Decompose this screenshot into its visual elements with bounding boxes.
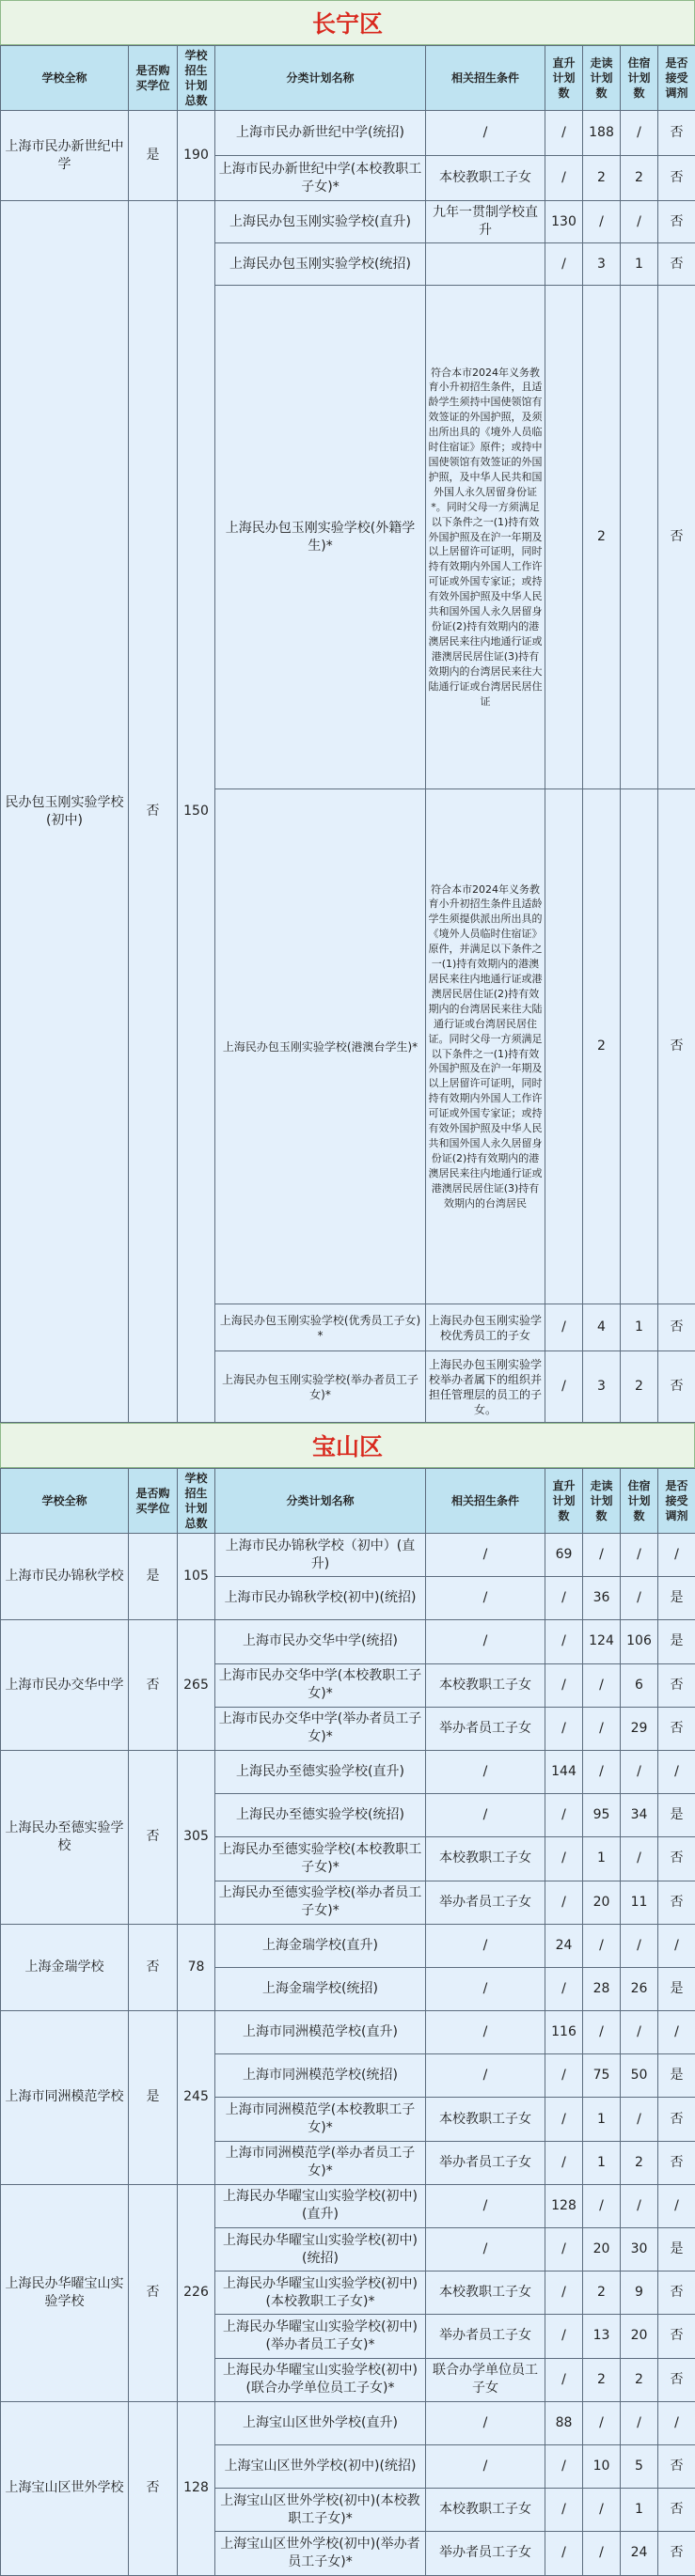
header-row [1, 46, 695, 111]
plan-name: 上海民办华曜宝山实验学校(初中)(联合办学单位员工子女)* [215, 2358, 426, 2401]
plan-adjust: / [658, 2184, 695, 2227]
plan-direct: 24 [545, 1924, 583, 1967]
plan-day: 2 [583, 2272, 621, 2315]
plan-name: 上海市民办交华中学(本校教职工子女)* [215, 1663, 426, 1707]
plan-name: 上海民办包玉刚实验学校(举办者员工子女)* [215, 1351, 426, 1423]
plan-board: 2 [621, 2358, 658, 2401]
header-day: 走读计划数 [583, 46, 621, 111]
header-board: 住宿计划数 [621, 1469, 658, 1534]
plan-day: 2 [583, 286, 621, 789]
plan-direct: / [545, 156, 583, 201]
plan-board: 1 [621, 1304, 658, 1351]
plan-condition: / [426, 111, 545, 156]
plan-day: 75 [583, 2054, 621, 2098]
plan-condition: 上海民办包玉刚实验学校举办者属下的组织并担任管理层的员工的子女。 [426, 1351, 545, 1423]
plan-board: / [621, 111, 658, 156]
plan-condition: 举办者员工子女 [426, 2141, 545, 2184]
bought-seat: 是 [129, 1534, 178, 1620]
plan-condition: 本校教职工子女 [426, 1663, 545, 1707]
plan-adjust: / [658, 2401, 695, 2444]
bought-seat: 是 [129, 111, 178, 201]
plan-adjust: 否 [658, 2532, 695, 2575]
plan-name: 上海民办包玉刚实验学校(直升) [215, 201, 426, 243]
plan-board: / [621, 1924, 658, 1967]
header-day: 走读计划数 [583, 1469, 621, 1534]
plan-adjust: 是 [658, 1794, 695, 1837]
plan-direct: / [545, 1967, 583, 2010]
school-name: 上海民办至德实验学校 [1, 1750, 129, 1924]
total-plan: 305 [178, 1750, 215, 1924]
total-plan: 150 [178, 201, 215, 1423]
plan-day: 1 [583, 2098, 621, 2141]
total-plan: 105 [178, 1534, 215, 1620]
school-name: 上海宝山区世外学校 [1, 2401, 129, 2575]
plan-condition: 本校教职工子女 [426, 1837, 545, 1881]
table-row [1, 2184, 695, 2227]
school-name: 民办包玉刚实验学校(初中) [1, 201, 129, 1423]
plan-condition: / [426, 1750, 545, 1793]
header-adjust: 是否接受调剂 [658, 1469, 695, 1534]
plan-condition: / [426, 1794, 545, 1837]
plan-board: 26 [621, 1967, 658, 2010]
plan-day: 1 [583, 2141, 621, 2184]
bought-seat: 是 [129, 2011, 178, 2185]
plan-adjust: / [658, 1924, 695, 1967]
plan-direct: / [545, 2315, 583, 2358]
plan-condition [426, 243, 545, 286]
plan-direct: / [545, 1620, 583, 1663]
plan-name: 上海宝山区世外学校(初中)(举办者员工子女)* [215, 2532, 426, 2575]
plan-adjust: 否 [658, 1881, 695, 1924]
plan-direct: / [545, 111, 583, 156]
plan-day: 2 [583, 789, 621, 1304]
header-plan-name: 分类计划名称 [215, 1469, 426, 1534]
plan-name: 上海民办华曜宝山实验学校(初中)(举办者员工子女)* [215, 2315, 426, 2358]
plan-name: 上海民办至德实验学校(举办者员工子女)* [215, 1881, 426, 1924]
plan-direct [545, 789, 583, 1304]
header-row [1, 1469, 695, 1534]
bought-seat: 否 [129, 2184, 178, 2401]
plan-direct: / [545, 2054, 583, 2098]
plan-condition: 联合办学单位员工子女 [426, 2358, 545, 2401]
plan-direct: / [545, 1304, 583, 1351]
header-total-plan: 学校招生计划总数 [178, 1469, 215, 1534]
plan-direct: / [545, 1707, 583, 1750]
plan-direct: 130 [545, 201, 583, 243]
plan-direct: 88 [545, 2401, 583, 2444]
plan-day: 10 [583, 2444, 621, 2488]
plan-direct: / [545, 2141, 583, 2184]
plan-adjust: 是 [658, 1577, 695, 1620]
school-name: 上海市民办新世纪中学 [1, 111, 129, 201]
plan-day: / [583, 1707, 621, 1750]
plan-direct: / [545, 1837, 583, 1881]
plan-name: 上海市民办新世纪中学(统招) [215, 111, 426, 156]
plan-name: 上海市同洲模范学(举办者员工子女)* [215, 2141, 426, 2184]
plan-condition: / [426, 2401, 545, 2444]
plan-name: 上海民办至德实验学校(统招) [215, 1794, 426, 1837]
plan-board: / [621, 2011, 658, 2054]
plan-day: 2 [583, 156, 621, 201]
plan-name: 上海民办至德实验学校(直升) [215, 1750, 426, 1793]
plan-adjust: / [658, 2011, 695, 2054]
plan-board: 11 [621, 1881, 658, 1924]
plan-board: 9 [621, 2272, 658, 2315]
plan-condition: 符合本市2024年义务教育小升初招生条件，且适龄学生须持中国使领馆有效签证的外国护照，及须出所出具的《境外人员临时住宿证》原件；或持中国使领馆有效签证的外国护照，及中华人民共和国外国人永久居留身份证*。同时父母一方须满足以下条件之一(1)持有效外国护照及在沪一年期及以上居留许可证明，同时持有效期内外国人工作许可证或外国专家证；或持有效外国护照及中华人民共和国外国人永久居留身份证(2)持有效期内的港澳居民来往内地通行证或港澳居民居住证(3)持有效期内的台湾居民来往大陆通行证或台湾居民居住证 [426, 286, 545, 789]
plan-condition: / [426, 2444, 545, 2488]
plan-board: 20 [621, 2315, 658, 2358]
plan-condition: / [426, 1924, 545, 1967]
plan-name: 上海市同洲模范学(本校教职工子女)* [215, 2098, 426, 2141]
plan-adjust: 否 [658, 2489, 695, 2532]
plan-condition: 本校教职工子女 [426, 156, 545, 201]
plan-day: 2 [583, 2358, 621, 2401]
bought-seat: 否 [129, 201, 178, 1423]
plan-board: / [621, 2184, 658, 2227]
plan-board: / [621, 2098, 658, 2141]
plan-direct: / [545, 1663, 583, 1707]
plan-name: 上海市民办锦秋学校(初中)(统招) [215, 1577, 426, 1620]
plan-adjust: 否 [658, 111, 695, 156]
header-plan-name: 分类计划名称 [215, 46, 426, 111]
plan-direct: / [545, 2489, 583, 2532]
plan-adjust: 否 [658, 286, 695, 789]
district-title-baoshan: 宝山区 [0, 1423, 695, 1468]
plan-adjust: 是 [658, 2228, 695, 2272]
plan-board: / [621, 1750, 658, 1793]
plan-condition: 举办者员工子女 [426, 1707, 545, 1750]
plan-direct: / [545, 2098, 583, 2141]
plan-name: 上海民办华曜宝山实验学校(初中)(统招) [215, 2228, 426, 2272]
plan-adjust: 否 [658, 243, 695, 286]
plan-name: 上海市民办交华中学(举办者员工子女)* [215, 1707, 426, 1750]
plan-name: 上海宝山区世外学校(初中)(本校教职工子女)* [215, 2489, 426, 2532]
plan-condition: 本校教职工子女 [426, 2098, 545, 2141]
plan-condition: 举办者员工子女 [426, 1881, 545, 1924]
plan-direct: / [545, 2272, 583, 2315]
plan-name: 上海民办包玉刚实验学校(优秀员工子女)* [215, 1304, 426, 1351]
plan-adjust: 否 [658, 2272, 695, 2315]
plan-direct: / [545, 243, 583, 286]
plan-name: 上海市民办锦秋学校（初中）(直升) [215, 1534, 426, 1577]
plan-board: 1 [621, 2489, 658, 2532]
plan-board: 34 [621, 1794, 658, 1837]
plan-board: / [621, 201, 658, 243]
table-row [1, 2401, 695, 2444]
plan-board: 2 [621, 1351, 658, 1423]
plan-name: 上海民办包玉刚实验学校(外籍学生)* [215, 286, 426, 789]
header-total-plan: 学校招生计划总数 [178, 46, 215, 111]
table-row [1, 1534, 695, 1577]
plan-adjust: 否 [658, 789, 695, 1304]
header-board: 住宿计划数 [621, 46, 658, 111]
total-plan: 265 [178, 1620, 215, 1751]
plan-direct: / [545, 1577, 583, 1620]
header-adjust: 是否接受调剂 [658, 46, 695, 111]
plan-direct: 69 [545, 1534, 583, 1577]
header-conditions: 相关招生条件 [426, 46, 545, 111]
plan-board: 106 [621, 1620, 658, 1663]
plan-day: / [583, 1924, 621, 1967]
plan-name: 上海金瑞学校(统招) [215, 1967, 426, 2010]
plan-board: / [621, 2401, 658, 2444]
plan-name: 上海市同洲模范学校(直升) [215, 2011, 426, 2054]
school-name: 上海金瑞学校 [1, 1924, 129, 2010]
plan-day: / [583, 1750, 621, 1793]
plan-condition: / [426, 1577, 545, 1620]
plan-name: 上海市同洲模范学校(统招) [215, 2054, 426, 2098]
plan-day: 124 [583, 1620, 621, 1663]
bought-seat: 否 [129, 1750, 178, 1924]
plan-name: 上海市民办交华中学(统招) [215, 1620, 426, 1663]
plan-adjust: 否 [658, 2444, 695, 2488]
plan-adjust: 是 [658, 1620, 695, 1663]
plan-board: 2 [621, 156, 658, 201]
plan-day: / [583, 2532, 621, 2575]
plan-direct: / [545, 1351, 583, 1423]
plan-day: 3 [583, 243, 621, 286]
plan-condition: 举办者员工子女 [426, 2532, 545, 2575]
plan-day: 3 [583, 1351, 621, 1423]
plan-board [621, 286, 658, 789]
plan-direct: 144 [545, 1750, 583, 1793]
plan-day: / [583, 2489, 621, 2532]
plan-direct: 116 [545, 2011, 583, 2054]
plan-board: 24 [621, 2532, 658, 2575]
plan-adjust: 否 [658, 1837, 695, 1881]
plan-direct [545, 286, 583, 789]
header-school-name: 学校全称 [1, 1469, 129, 1534]
header-bought-seat: 是否购买学位 [129, 46, 178, 111]
plan-day: / [583, 2401, 621, 2444]
bought-seat: 否 [129, 1924, 178, 2010]
plan-day: 13 [583, 2315, 621, 2358]
plan-name: 上海金瑞学校(直升) [215, 1924, 426, 1967]
plan-condition: 九年一贯制学校直升 [426, 201, 545, 243]
header-conditions: 相关招生条件 [426, 1469, 545, 1534]
plan-condition: 上海民办包玉刚实验学校优秀员工的子女 [426, 1304, 545, 1351]
school-name: 上海市民办交华中学 [1, 1620, 129, 1751]
plan-board [621, 789, 658, 1304]
enrollment-table-changning [0, 45, 695, 1423]
table-row [1, 1620, 695, 1663]
table-row [1, 111, 695, 156]
header-bought-seat: 是否购买学位 [129, 1469, 178, 1534]
header-direct: 直升计划数 [545, 1469, 583, 1534]
plan-name: 上海民办包玉刚实验学校(港澳台学生)* [215, 789, 426, 1304]
header-direct: 直升计划数 [545, 46, 583, 111]
plan-direct: / [545, 2444, 583, 2488]
plan-condition: / [426, 1967, 545, 2010]
plan-direct: / [545, 1881, 583, 1924]
total-plan: 190 [178, 111, 215, 201]
plan-condition: 举办者员工子女 [426, 2315, 545, 2358]
plan-direct: / [545, 2358, 583, 2401]
school-name: 上海民办华曜宝山实验学校 [1, 2184, 129, 2401]
plan-condition: 本校教职工子女 [426, 2272, 545, 2315]
plan-condition: 本校教职工子女 [426, 2489, 545, 2532]
enrollment-table-baoshan [0, 1468, 695, 2576]
table-row [1, 1924, 695, 1967]
plan-name: 上海民办包玉刚实验学校(统招) [215, 243, 426, 286]
plan-day: / [583, 201, 621, 243]
plan-day: 20 [583, 1881, 621, 1924]
plan-adjust: 否 [658, 2141, 695, 2184]
total-plan: 245 [178, 2011, 215, 2185]
plan-board: 6 [621, 1663, 658, 1707]
plan-day: / [583, 1534, 621, 1577]
plan-direct: / [545, 2228, 583, 2272]
plan-direct: / [545, 1794, 583, 1837]
plan-day: 36 [583, 1577, 621, 1620]
plan-name: 上海宝山区世外学校(直升) [215, 2401, 426, 2444]
plan-board: 29 [621, 1707, 658, 1750]
plan-adjust: 否 [658, 2358, 695, 2401]
plan-name: 上海民办华曜宝山实验学校(初中)(本校教职工子女)* [215, 2272, 426, 2315]
plan-name: 上海民办至德实验学校(本校教职工子女)* [215, 1837, 426, 1881]
plan-condition: 符合本市2024年义务教育小升初招生条件且适龄学生须提供派出所出具的《境外人员临时住宿证》原件，并满足以下条件之一(1)持有效期内的港澳居民来往内地通行证或港澳居民居住证(2)持有效期内的台湾居民来往大陆通行证或台湾居民居住证。同时父母一方须满足以下条件之一(1)持有效外国护照及在沪一年期及以上居留许可证明，同时持有效期内外国人工作许可证或外国专家证；或持有效外国护照及中华人民共和国外国人永久居留身份证(2)持有效期内的港澳居民来往内地通行证或港澳居民居住证(3)持有效期内的台湾居民 [426, 789, 545, 1304]
bought-seat: 否 [129, 2401, 178, 2575]
plan-adjust: 否 [658, 156, 695, 201]
school-name: 上海市民办锦秋学校 [1, 1534, 129, 1620]
plan-direct: / [545, 2532, 583, 2575]
plan-board: 2 [621, 2141, 658, 2184]
table-row [1, 1750, 695, 1793]
table-row [1, 2011, 695, 2054]
plan-day: 20 [583, 2228, 621, 2272]
plan-day: / [583, 2011, 621, 2054]
plan-direct: 128 [545, 2184, 583, 2227]
header-school-name: 学校全称 [1, 46, 129, 111]
school-name: 上海市同洲模范学校 [1, 2011, 129, 2185]
plan-adjust: 否 [658, 2098, 695, 2141]
plan-adjust: 否 [658, 2315, 695, 2358]
plan-name: 上海宝山区世外学校(初中)(统招) [215, 2444, 426, 2488]
plan-board: / [621, 1837, 658, 1881]
plan-day: 1 [583, 1837, 621, 1881]
plan-adjust: 否 [658, 1663, 695, 1707]
plan-board: / [621, 1577, 658, 1620]
total-plan: 128 [178, 2401, 215, 2575]
plan-adjust: 否 [658, 1304, 695, 1351]
plan-condition: / [426, 2011, 545, 2054]
plan-board: 5 [621, 2444, 658, 2488]
plan-day: / [583, 2184, 621, 2227]
plan-condition: / [426, 2054, 545, 2098]
plan-adjust: / [658, 1750, 695, 1793]
plan-adjust: 是 [658, 1967, 695, 2010]
plan-name: 上海市民办新世纪中学(本校教职工子女)* [215, 156, 426, 201]
table-row [1, 201, 695, 243]
district-title-changning: 长宁区 [0, 0, 695, 45]
plan-board: 30 [621, 2228, 658, 2272]
plan-board: / [621, 1534, 658, 1577]
plan-adjust: 否 [658, 1707, 695, 1750]
plan-adjust: 否 [658, 1351, 695, 1423]
plan-board: 1 [621, 243, 658, 286]
plan-condition: / [426, 1534, 545, 1577]
plan-condition: / [426, 2228, 545, 2272]
plan-day: / [583, 1663, 621, 1707]
plan-day: 4 [583, 1304, 621, 1351]
bought-seat: 否 [129, 1620, 178, 1751]
plan-condition: / [426, 1620, 545, 1663]
plan-adjust: 否 [658, 201, 695, 243]
plan-day: 95 [583, 1794, 621, 1837]
total-plan: 226 [178, 2184, 215, 2401]
plan-board: 50 [621, 2054, 658, 2098]
plan-adjust: / [658, 1534, 695, 1577]
plan-adjust: 是 [658, 2054, 695, 2098]
plan-name: 上海民办华曜宝山实验学校(初中)(直升) [215, 2184, 426, 2227]
total-plan: 78 [178, 1924, 215, 2010]
plan-day: 188 [583, 111, 621, 156]
plan-condition: / [426, 2184, 545, 2227]
plan-day: 28 [583, 1967, 621, 2010]
